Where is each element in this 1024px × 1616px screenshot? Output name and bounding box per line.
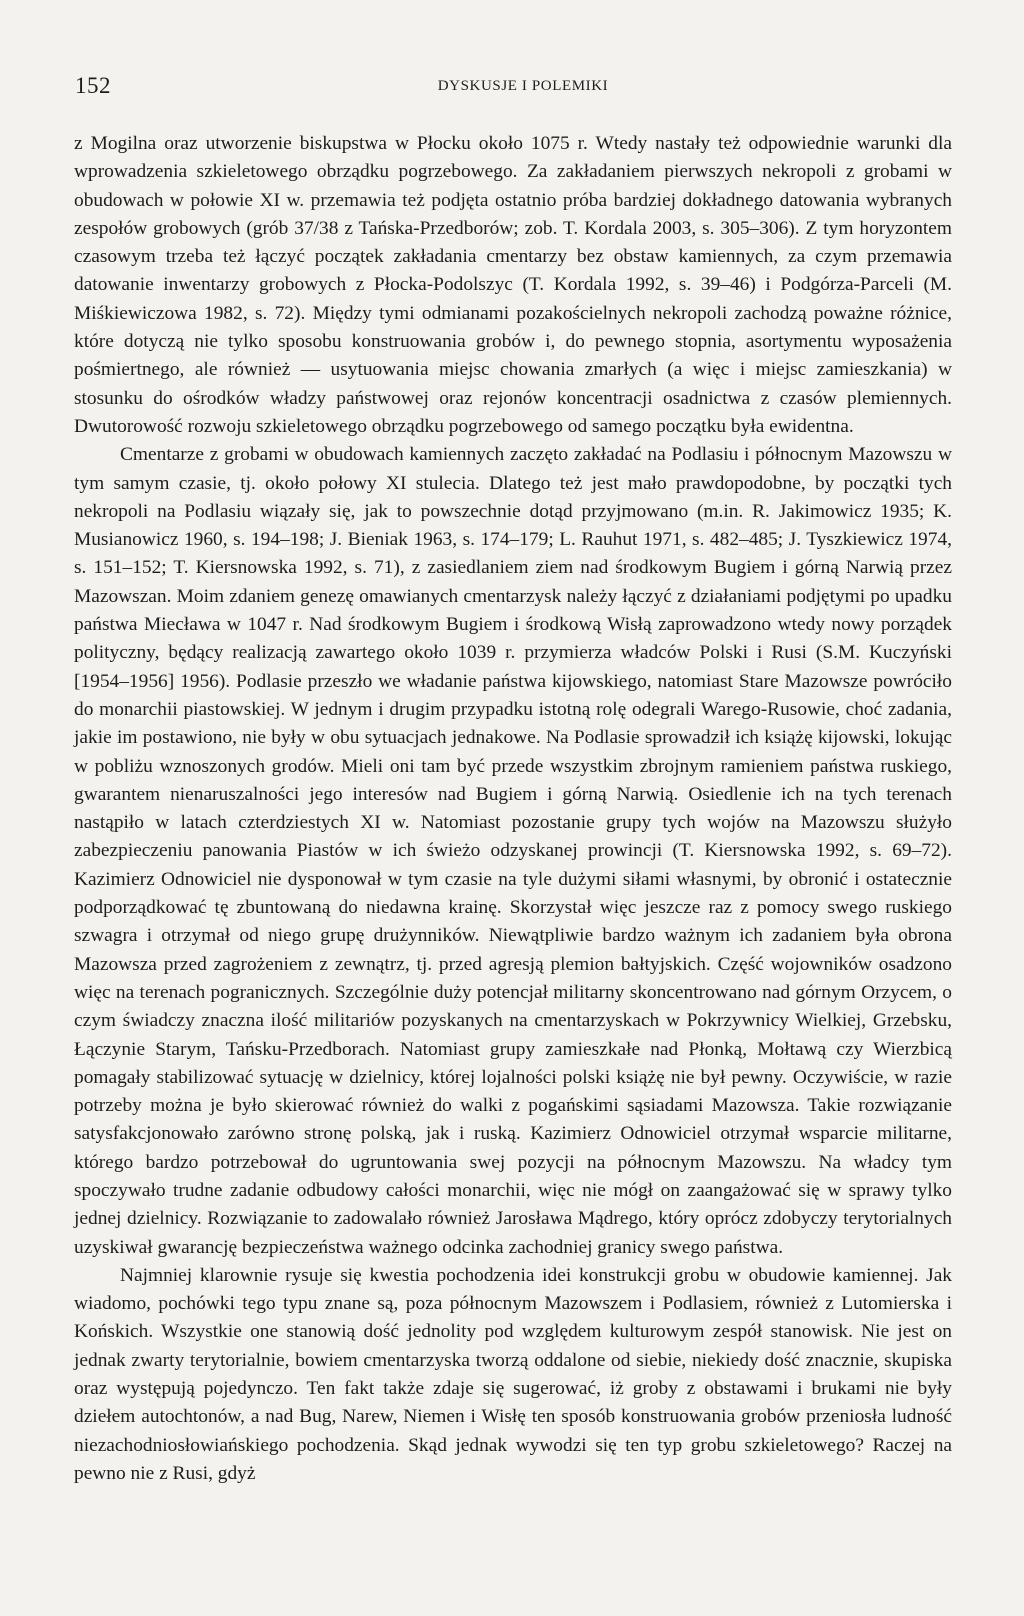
- paragraph: Najmniej klarownie rysuje się kwestia pochodzenia idei konstrukcji grobu w obudowie kamiennej. Jak wiadomo, pochówki tego typu znane są, poza północnym Mazowszem i Podlasiem, również z Lutomierska i Końskich. Wszystkie one stanowią dość jednolity pod względem kulturowym zespół stanowisk. Nie jest on jednak zwarty terytorialnie, bowiem cmentarzyska tworzą oddalone od siebie, niekiedy dość znacznie, skupiska oraz występują pojedynczo. Ten fakt także zdaje się sugerować, iż groby z obstawami i brukami nie były dziełem autochtonów, a nad Bug, Narew, Niemen i Wisłę ten sposób konstruowania grobów przeniosła ludność niezachodniosłowiańskiego pochodzenia. Skąd jednak wywodzi się ten typ grobu szkieletowego? Raczej na pewno nie z Rusi, gdyż: [74, 1264, 952, 1484]
- paragraph: Cmentarze z grobami w obudowach kamiennych zaczęto zakładać na Podlasiu i północnym Mazowszu w tym samym czasie, tj. około połowy XI stulecia. Dlatego też jest mało prawdopodobne, by początki tych nekropoli na Podlasiu wiązały się, jak to powszechnie dotąd przyjmowano (m.in. R. Jakimowicz 1935; K. Musianowicz 1960, s. 194–198; J. Bieniak 1963, s. 174–179; L. Rauhut 1971, s. 482–485; J. Tyszkiewicz 1974, s. 151–152; T. Kiersnowska 1992, s. 71), z zasiedlaniem ziem nad środkowym Bugiem i górną Narwią przez Mazowszan. Moim zdaniem genezę omawianych cmentarzysk należy łączyć z działaniami podjętymi po upadku państwa Miecława w 1047 r. Nad środkowym Bugiem i środkową Wisłą zaprowadzono wtedy nowy porządek polityczny, będący realizacją zawartego około 1039 r. przymierza władców Polski i Rusi (S.M. Kuczyński [1954–1956] 1956). Podlasie przeszło we władanie państwa kijowskiego, natomiast Stare Mazowsze powróciło do monarchii piastowskiej. W jednym i drugim przypadku istotną rolę odegrali Warego-Rusowie, choć zadania, jakie im postawiono, nie były w obu sytuacjach jednakowe. Na Podlasie sprowadził ich książę kijowski, lokując w pobliżu wznoszonych grodów. Mieli oni tam być przede wszystkim zbrojnym ramieniem państwa ruskiego, gwarantem nienaruszalności jego interesów nad Bugiem i górną Narwią. Osiedlenie ich na tych terenach nastąpiło w latach czterdziestych XI w. Natomiast pozostanie grupy tych wojów na Mazowszu służyło zabezpieczeniu panowania Piastów w ich świeżo odzyskanej prowincji (T. Kiersnowska 1992, s. 69–72). Kazimierz Odnowiciel nie dysponował w tym czasie na tyle dużymi siłami własnymi, by obronić i ostatecznie podporządkować tę zbuntowaną do niedawna krainę. Skorzystał więc jeszcze raz z pomocy swego ruskiego szwagra i otrzymał od niego grupę drużynników. Niewątpliwie bardzo ważnym ich zadaniem była obrona Mazowsza przed zagrożeniem z zewnątrz, tj. przed agresją plemion bałtyjskich. Część wojowników osadzono więc na terenach pogranicznych. Szczególnie duży potencjał militarny skoncentrowano nad górnym Orzycem, o czym świadczy znaczna ilość militariów pozyskanych na cmentarzyskach w Pokrzywnicy Wielkiej, Grzebsku, Łączynie Starym, Tańsku-Przedborach. Natomiast grupy zamieszkałe nad Płonką, Mołtawą czy Wierzbicą pomagały stabilizować sytuację w dzielnicy, której lojalności polski książę nie był pewny. Oczywiście, w razie potrzeby można je było skierować również do walki z pogańskimi sąsiadami Mazowsza. Takie rozwiązanie satysfakcjonowało zarówno stronę polską, jak i ruską. Kazimierz Odnowiciel otrzymał wsparcie militarne, którego bardzo potrzebował do ugruntowania swej pozycji na północnym Mazowszu. Na władcy tym spoczywało trudne zadanie odbudowy całości monarchii, więc nie mógł on zaangażować się w sprawy tylko jednej dzielnicy. Rozwiązanie to zadowalało również Jarosława Mądrego, który oprócz zdobyczy terytorialnych uzyskiwał gwarancję bezpieczeństwa ważnego odcinka zachodniej granicy swego państwa.: [74, 444, 952, 1258]
- body-text: [74, 130, 952, 1488]
- running-head: DYSKUSJE I POLEMIKI: [437, 78, 609, 94]
- page-header: [75, 70, 951, 106]
- paragraph: z Mogilna oraz utworzenie biskupstwa w Płocku około 1075 r. Wtedy nastały też odpowiednie warunki dla wprowadzenia szkieletowego obrządku pogrzebowego. Za zakładaniem pierwszych nekropoli z grobami w obudowach w połowie XI w. przemawia też podjęta ostatnio próba bardziej dokładnego datowania wybranych zespołów grobowych (grób 37/38 z Tańska-Przedborów; zob. T. Kordala 2003, s. 305–306). Z tym horyzontem czasowym trzeba też łączyć początek zakładania cmentarzy bez obstaw kamiennych, za czym przemawia datowanie inwentarzy grobowych z Płocka-Podolszyc (T. Kordala 1992, s. 39–46) i Podgórza-Parceli (M. Miśkiewiczowa 1982, s. 72). Między tymi odmianami pozakościelnych nekropoli zachodzą poważne różnice, które dotyczą nie tylko sposobu konstruowania grobów i, do pewnego stopnia, asortymentu wyposażenia pośmiertnego, ale również — usytuowania miejsc chowania zmarłych (a więc i miejsc zamieszkania) w stosunku do ośrodków władzy państwowej oraz rejonów koncentracji osadnictwa z czasów plemiennych. Dwutorowość rozwoju szkieletowego obrządku pogrzebowego od samego początku była ewidentna.: [74, 133, 952, 437]
- page-number: 152: [75, 73, 111, 98]
